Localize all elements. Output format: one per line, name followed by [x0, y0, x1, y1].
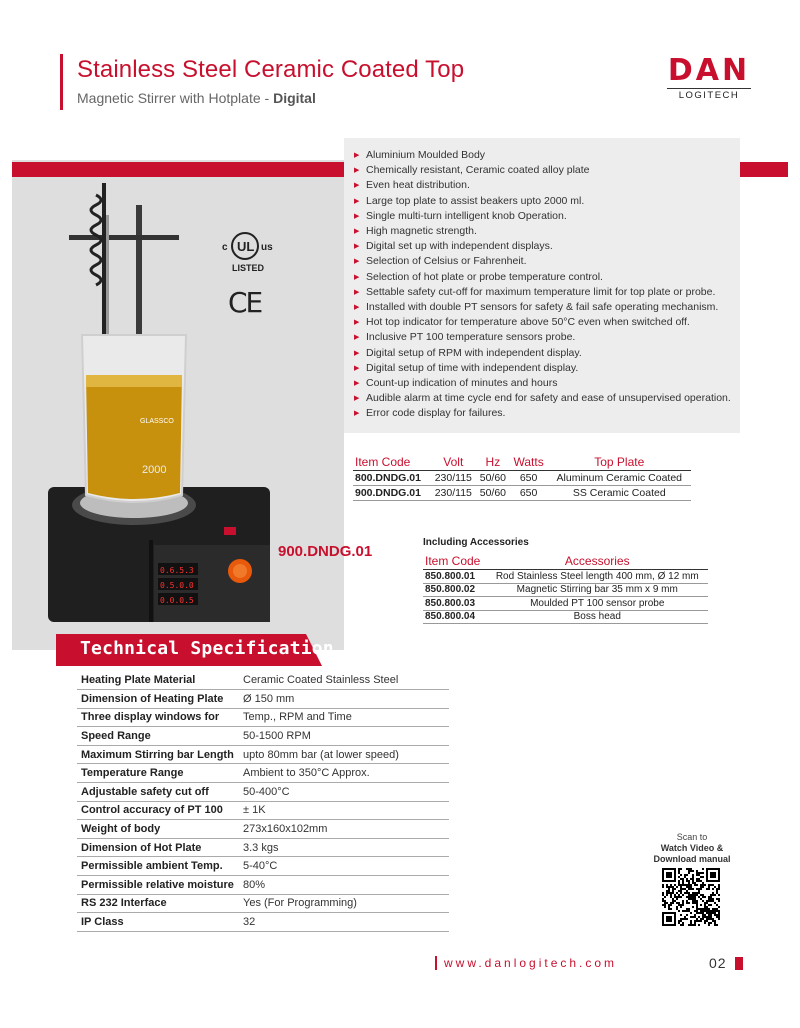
table-row — [77, 894, 449, 913]
models-header-top-plate: Top Plate — [548, 454, 691, 471]
table-row — [77, 727, 449, 746]
spec-value: 50-400°C — [239, 783, 449, 802]
table-row — [423, 570, 708, 584]
feature-item: ▶ Audible alarm at time cycle end for safety and ease of unsupervised operation. — [354, 391, 730, 406]
accessory-code: 850.800.02 — [423, 583, 487, 597]
spec-value: Ø 150 mm — [239, 690, 449, 709]
spec-value: ± 1K — [239, 801, 449, 820]
scan-line-2: Watch Video & — [660, 843, 724, 853]
spec-key: Dimension of Heating Plate — [77, 690, 239, 709]
model-item-code: 900.DNDG.01 — [353, 486, 430, 501]
spec-value: Ceramic Coated Stainless Steel — [239, 671, 449, 690]
accessory-code: 850.800.04 — [423, 610, 487, 624]
accessory-code: 850.800.01 — [423, 570, 487, 584]
ce-mark-icon: CE — [228, 286, 262, 319]
feature-item: ▶ Digital set up with independent displays. — [354, 239, 730, 254]
features-list — [354, 148, 730, 422]
spec-value: upto 80mm bar (at lower speed) — [239, 745, 449, 764]
ul-listed-text: LISTED — [232, 263, 265, 273]
table-row — [423, 610, 708, 624]
models-header-item-code: Item Code — [353, 454, 430, 471]
table-row — [77, 690, 449, 709]
spec-value: Ambient to 350°C Approx. — [239, 764, 449, 783]
display-2-text: 0.5.0.0 — [160, 581, 194, 590]
features-panel — [344, 138, 740, 433]
feature-item: ▶ Digital setup of RPM with independent display. — [354, 346, 730, 361]
accessory-code: 850.800.03 — [423, 597, 487, 611]
beaker-volume-label: 2000 — [142, 464, 167, 476]
spec-value: 32 — [239, 913, 449, 932]
table-row — [77, 876, 449, 895]
table-row — [77, 783, 449, 802]
accessories-header-row — [423, 553, 708, 570]
spec-value: 273x160x102mm — [239, 820, 449, 839]
model-watts: 650 — [510, 471, 548, 486]
model-top-plate: SS Ceramic Coated — [548, 486, 691, 501]
accessories-table — [423, 553, 708, 624]
ul-c-text: c — [222, 242, 228, 253]
footer-accent-bar — [435, 956, 437, 970]
display-1-text: 0.6.5.3 — [160, 566, 194, 575]
accessory-name: Boss head — [487, 610, 708, 624]
table-row — [77, 913, 449, 932]
table-row — [77, 745, 449, 764]
feature-item: ▶ Hot top indicator for temperature above 50°C even when switched off. — [354, 315, 730, 330]
accessories-header-item-code: Item Code — [423, 553, 487, 570]
spec-value: 5-40°C — [239, 857, 449, 876]
table-row — [423, 597, 708, 611]
page-number-marker — [735, 957, 743, 970]
model-code-label: 900.DNDG.01 — [278, 543, 373, 560]
table-row — [77, 838, 449, 857]
qr-code-icon[interactable] — [662, 868, 720, 926]
spec-key: Maximum Stirring bar Length — [77, 745, 239, 764]
page-title: Stainless Steel Ceramic Coated Top — [77, 56, 465, 83]
subtitle-bold: Digital — [273, 90, 316, 106]
beaker-liquid — [86, 375, 182, 499]
ul-listed-icon — [220, 228, 280, 274]
spec-key: Adjustable safety cut off — [77, 783, 239, 802]
model-volt: 230/115 — [430, 486, 476, 501]
spec-key: Permissible relative moisture — [77, 876, 239, 895]
spec-value: 80% — [239, 876, 449, 895]
spec-key: Heating Plate Material — [77, 671, 239, 690]
spec-key: Three display windows for — [77, 708, 239, 727]
page-number: 02 — [709, 955, 727, 971]
accessories-heading: Including Accessories — [423, 537, 529, 548]
scan-line-1: Scan to — [676, 832, 708, 842]
spec-key: Dimension of Hot Plate — [77, 838, 239, 857]
table-row — [353, 486, 691, 501]
scan-instructions — [642, 832, 742, 865]
spec-title: Technical Specification — [80, 638, 334, 659]
model-hz: 50/60 — [476, 471, 510, 486]
model-watts: 650 — [510, 486, 548, 501]
table-row — [423, 583, 708, 597]
dan-logitech-logo — [664, 53, 754, 101]
brand-badge — [224, 527, 236, 535]
website-link[interactable]: www.danlogitech.com — [444, 956, 618, 970]
table-row — [77, 671, 449, 690]
feature-item: ▶ Aluminium Moulded Body — [354, 148, 730, 163]
table-row — [77, 764, 449, 783]
models-header-watts: Watts — [510, 454, 548, 471]
panel-divider — [149, 540, 153, 622]
spec-key: Control accuracy of PT 100 — [77, 801, 239, 820]
feature-item: ▶ Selection of Celsius or Fahrenheit. — [354, 254, 730, 269]
feature-item: ▶ Even heat distribution. — [354, 178, 730, 193]
feature-item: ▶ Digital setup of time with independent display. — [354, 361, 730, 376]
scan-line-3: Download manual — [653, 854, 731, 864]
boss-head-arm — [69, 235, 179, 240]
spec-key: IP Class — [77, 913, 239, 932]
models-table-header-row — [353, 454, 691, 471]
ul-mark-text: UL — [237, 239, 255, 254]
model-item-code: 800.DNDG.01 — [353, 471, 430, 486]
title-accent-bar — [60, 54, 63, 110]
feature-item: ▶ Error code display for failures. — [354, 406, 730, 421]
liquid-surface — [86, 375, 182, 387]
models-header-volt: Volt — [430, 454, 476, 471]
red-accent-strip-right — [738, 162, 788, 177]
feature-item: ▶ Chemically resistant, Ceramic coated alloy plate — [354, 163, 730, 178]
spec-value: Yes (For Programming) — [239, 894, 449, 913]
spec-key: Speed Range — [77, 727, 239, 746]
models-table — [353, 454, 691, 501]
model-top-plate: Aluminum Ceramic Coated — [548, 471, 691, 486]
table-row — [77, 801, 449, 820]
model-hz: 50/60 — [476, 486, 510, 501]
feature-item: ▶ Selection of hot plate or probe temperature control. — [354, 270, 730, 285]
logo-sub-text: LOGITECH — [667, 88, 751, 101]
page-subtitle — [77, 90, 316, 106]
spec-value: Temp., RPM and Time — [239, 708, 449, 727]
spec-key: RS 232 Interface — [77, 894, 239, 913]
models-header-hz: Hz — [476, 454, 510, 471]
spec-key: Temperature Range — [77, 764, 239, 783]
feature-item: ▶ Inclusive PT 100 temperature sensors probe. — [354, 330, 730, 345]
spec-key: Permissible ambient Temp. — [77, 857, 239, 876]
beaker-brand-label: GLASSCO — [140, 418, 174, 425]
table-row — [77, 857, 449, 876]
accessory-name: Moulded PT 100 sensor probe — [487, 597, 708, 611]
spec-value: 50-1500 RPM — [239, 727, 449, 746]
table-row — [77, 708, 449, 727]
table-row — [77, 820, 449, 839]
feature-item: ▶ Installed with double PT sensors for safety & fail safe operating mechanism. — [354, 300, 730, 315]
spec-table — [77, 671, 449, 932]
accessory-name: Magnetic Stirring bar 35 mm x 9 mm — [487, 583, 708, 597]
feature-item: ▶ Large top plate to assist beakers upto 2000 ml. — [354, 194, 730, 209]
feature-item: ▶ High magnetic strength. — [354, 224, 730, 239]
spec-key: Weight of body — [77, 820, 239, 839]
accessories-header-accessories: Accessories — [487, 553, 708, 570]
spec-value: 3.3 kgs — [239, 838, 449, 857]
feature-item: ▶ Count-up indication of minutes and hours — [354, 376, 730, 391]
model-volt: 230/115 — [430, 471, 476, 486]
table-row — [353, 471, 691, 486]
feature-item: ▶ Settable safety cut-off for maximum temperature limit for top plate or probe. — [354, 285, 730, 300]
subtitle-text: Magnetic Stirrer with Hotplate - — [77, 90, 274, 106]
display-3-text: 0.0.0.5 — [160, 596, 194, 605]
logo-main-text: DAN — [667, 53, 751, 88]
accessory-name: Rod Stainless Steel length 400 mm, Ø 12 mm — [487, 570, 708, 584]
feature-item: ▶ Single multi-turn intelligent knob Operation. — [354, 209, 730, 224]
ul-us-text: us — [261, 242, 273, 253]
